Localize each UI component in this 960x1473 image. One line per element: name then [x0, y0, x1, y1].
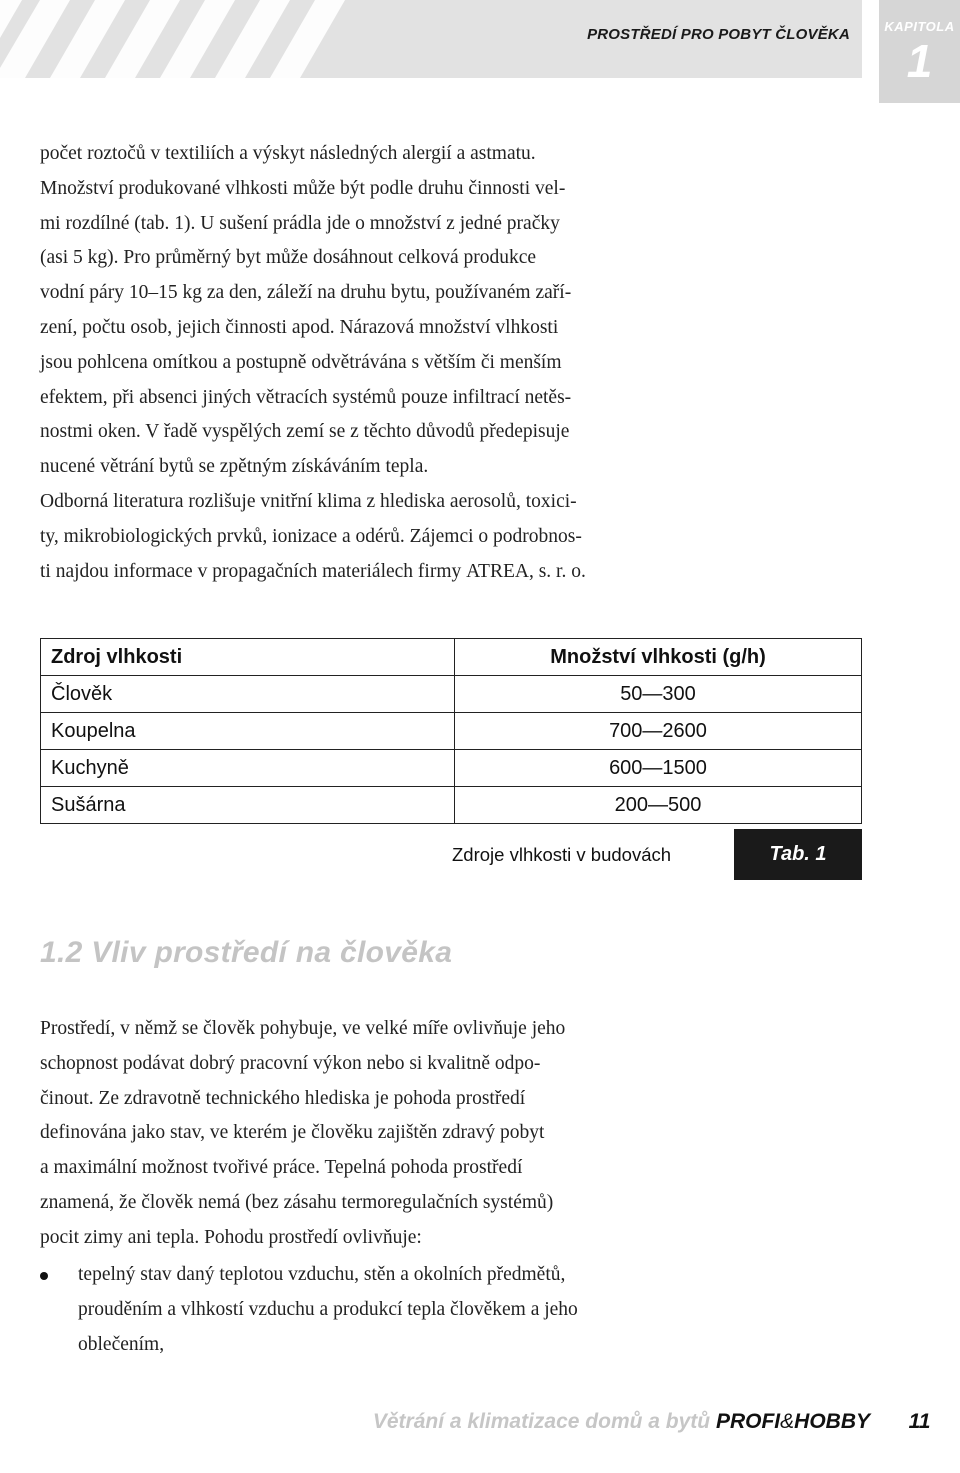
- text-line-content: ti najdou informace v propagačních materiálech firmy: [40, 560, 467, 582]
- bullet-icon: [40, 1272, 48, 1280]
- text-line: vodní páry 10–15 kg za den, záleží na druhu bytu, používaném zaří-: [40, 282, 572, 304]
- table-header-row: [41, 639, 862, 676]
- text-line-content: mi rozdílné (tab. 1). U sušení prádla jde o množství z jedné pračky: [40, 212, 560, 234]
- page-number: 11: [908, 1410, 931, 1433]
- company-name: ATREA: [466, 560, 529, 582]
- text-line: pocit zimy ani tepla. Pohodu prostředí ovlivňuje:: [40, 1226, 422, 1248]
- text-line: znamená, že člověk nemá (bez zásahu termoregulačních systémů): [40, 1191, 554, 1213]
- text-line: Prostředí, v němž se člověk pohybuje, ve velké míře ovlivňuje jeho: [40, 1018, 566, 1039]
- text-line: definována jako stav, ve kterém je člověku zajištěn zdravý pobyt: [40, 1122, 545, 1144]
- table-cell-source: Sušárna: [41, 787, 455, 824]
- text-line: zení, počtu osob, jejich činnosti apod. Nárazová množství vlhkosti: [40, 316, 559, 338]
- footer-brand-part2: &: [780, 1410, 795, 1433]
- table-cell-amount: 200—500: [455, 787, 862, 824]
- section-heading: 1.2 Vliv prostředí na člověka: [40, 936, 453, 969]
- running-head: PROSTŘEDÍ PRO POBYT ČLOVĚKA: [587, 26, 850, 43]
- text-line: [40, 555, 730, 590]
- table-cell-amount: 50—300: [455, 676, 862, 713]
- table-cell-source: Člověk: [41, 676, 455, 713]
- table-row: [41, 787, 862, 824]
- text-line: schopnost podávat dobrý pracovní výkon nebo si kvalitně odpo-: [40, 1052, 541, 1074]
- footer-brand-part3: HOBBY: [794, 1410, 870, 1433]
- table-cell-source: Koupelna: [41, 713, 455, 750]
- table-cell-source: Kuchyně: [41, 750, 455, 787]
- footer-book-title: Větrání a klimatizace domů a bytů: [372, 1410, 711, 1433]
- header-band: [0, 0, 862, 78]
- text-line: nucené větrání bytů se zpětným získáváním tepla.: [40, 456, 429, 478]
- table-cell-amount: 700—2600: [455, 713, 862, 750]
- text-line: efektem, při absenci jiných větracích systémů pouze infiltrací netěs-: [40, 386, 572, 408]
- text-line: [40, 207, 730, 242]
- text-line: Množství produkované vlhkosti může být podle druhu činnosti vel-: [40, 177, 566, 199]
- text-line: a maximální možnost tvořivé práce. Tepelná pohoda prostředí: [40, 1157, 523, 1179]
- text-line: oblečením,: [78, 1333, 165, 1355]
- chapter-label: KAPITOLA: [884, 19, 955, 34]
- text-line: činout. Ze zdravotně technického hlediska je pohoda prostředí: [40, 1087, 526, 1109]
- company-suffix: , s. r. o.: [528, 560, 586, 582]
- footer-brand-part1: PROFI: [715, 1410, 781, 1433]
- table-cell-amount: 600—1500: [455, 750, 862, 787]
- chapter-box: [879, 0, 960, 103]
- table-caption: Zdroje vlhkosti v budovách: [452, 844, 672, 865]
- table-number-tag: Tab. 1: [734, 829, 862, 880]
- text-line: počet roztočů v textiliích a výskyt následných alergií a astmatu.: [40, 143, 536, 164]
- footer-title: [373, 1410, 870, 1434]
- intro-paragraph: [40, 137, 730, 589]
- text-line: prouděním a vlhkostí vzduchu a produkcí tepla člověkem a jeho: [78, 1298, 578, 1320]
- table-row: [41, 676, 862, 713]
- section-paragraph: [40, 1012, 730, 1256]
- column-header-amount: Množství vlhkosti (g/h): [455, 639, 862, 676]
- text-line: (asi 5 kg). Pro průměrný byt může dosáhnout celková produkce: [40, 247, 537, 269]
- table-row: [41, 750, 862, 787]
- text-line: Odborná literatura rozlišuje vnitřní klima z hlediska aerosolů, toxici-: [40, 490, 577, 512]
- text-line: ty, mikrobiologických prvků, ionizace a odérů. Zájemci o podrobnos-: [40, 525, 582, 547]
- text-line: nostmi oken. V řadě vyspělých zemí se z těchto důvodů předepisuje: [40, 421, 570, 443]
- moisture-sources-table: [40, 638, 862, 824]
- text-line: tepelný stav daný teplotou vzduchu, stěn a okolních předmětů,: [78, 1264, 566, 1285]
- text-line: jsou pohlcena omítkou a postupně odvětrávána s větším či menším: [40, 351, 562, 373]
- chapter-number: 1: [906, 35, 933, 87]
- header-stripes-decoration: [0, 0, 380, 78]
- list-item: [40, 1258, 740, 1362]
- table-row: [41, 713, 862, 750]
- column-header-source: Zdroj vlhkosti: [41, 639, 455, 676]
- bullet-list: [40, 1258, 740, 1362]
